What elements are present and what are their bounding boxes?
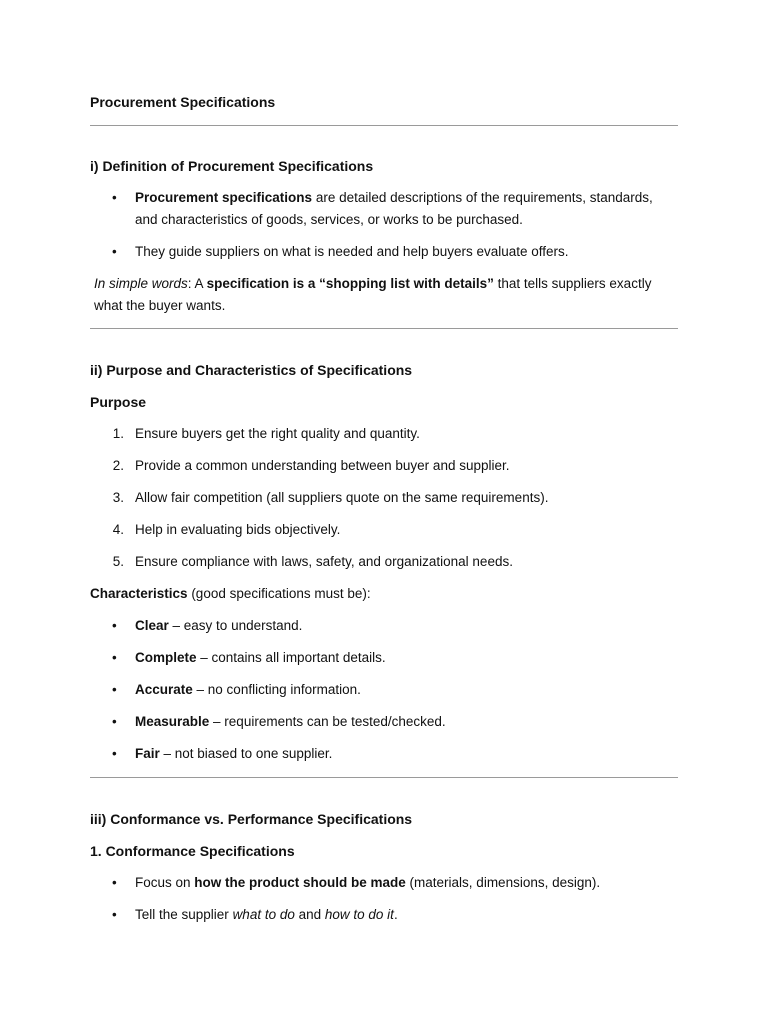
list-number: 4. [112, 522, 124, 537]
list-number: 2. [112, 458, 124, 473]
list-item: Complete – contains all important details. [135, 650, 386, 665]
bullet-icon: • [112, 190, 117, 205]
list-item: Focus on how the product should be made (materials, dimensions, design). [135, 875, 601, 890]
term-bold: Procurement specifications [135, 190, 313, 205]
characteristics-label: Characteristics [90, 586, 188, 601]
divider [90, 328, 678, 329]
list-item: Help in evaluating bids objectively. [135, 522, 341, 537]
list-item: Clear – easy to understand. [135, 618, 303, 633]
section-3-heading: iii) Conformance vs. Performance Specifications [90, 811, 413, 827]
divider [90, 777, 678, 778]
subsection-heading: 1. Conformance Specifications [90, 843, 295, 859]
section-2-heading: ii) Purpose and Characteristics of Specifications [90, 362, 413, 378]
list-item: Measurable – requirements can be tested/checked. [135, 714, 446, 729]
bullet-icon: • [112, 746, 117, 761]
list-number: 1. [112, 426, 124, 441]
bullet-icon: • [112, 244, 117, 259]
list-item: Accurate – no conflicting information. [135, 682, 361, 697]
simple-words-paragraph: In simple words: A specification is a “shopping list with details” that tells suppliers exactly what the buyer wants. [94, 276, 652, 313]
list-number: 3. [112, 490, 124, 505]
list-item: Fair – not biased to one supplier. [135, 746, 333, 761]
list-number: 5. [112, 554, 124, 569]
bullet-icon: • [112, 907, 117, 922]
list-item: Procurement specifications are detailed descriptions of the requirements, standards, and characteristics of goods, services, or works to be purchased. [135, 190, 653, 227]
bullet-icon: • [112, 714, 117, 729]
bullet-icon: • [112, 650, 117, 665]
list-item: Ensure compliance with laws, safety, and organizational needs. [135, 554, 513, 569]
list-item: Allow fair competition (all suppliers quote on the same requirements). [135, 490, 549, 505]
list-item: Provide a common understanding between buyer and supplier. [135, 458, 510, 473]
list-item: They guide suppliers on what is needed and help buyers evaluate offers. [135, 244, 569, 259]
bullet-icon: • [112, 875, 117, 890]
bullet-icon: • [112, 682, 117, 697]
document-title: Procurement Specifications [90, 94, 276, 110]
purpose-label: Purpose [90, 394, 147, 410]
list-item: Tell the supplier what to do and how to do it. [135, 907, 398, 922]
list-item: Ensure buyers get the right quality and quantity. [135, 426, 420, 441]
section-1-heading: i) Definition of Procurement Specifications [90, 158, 374, 174]
divider [90, 125, 678, 126]
bullet-icon: • [112, 618, 117, 633]
characteristics-intro: Characteristics (good specifications must be): [90, 586, 371, 601]
